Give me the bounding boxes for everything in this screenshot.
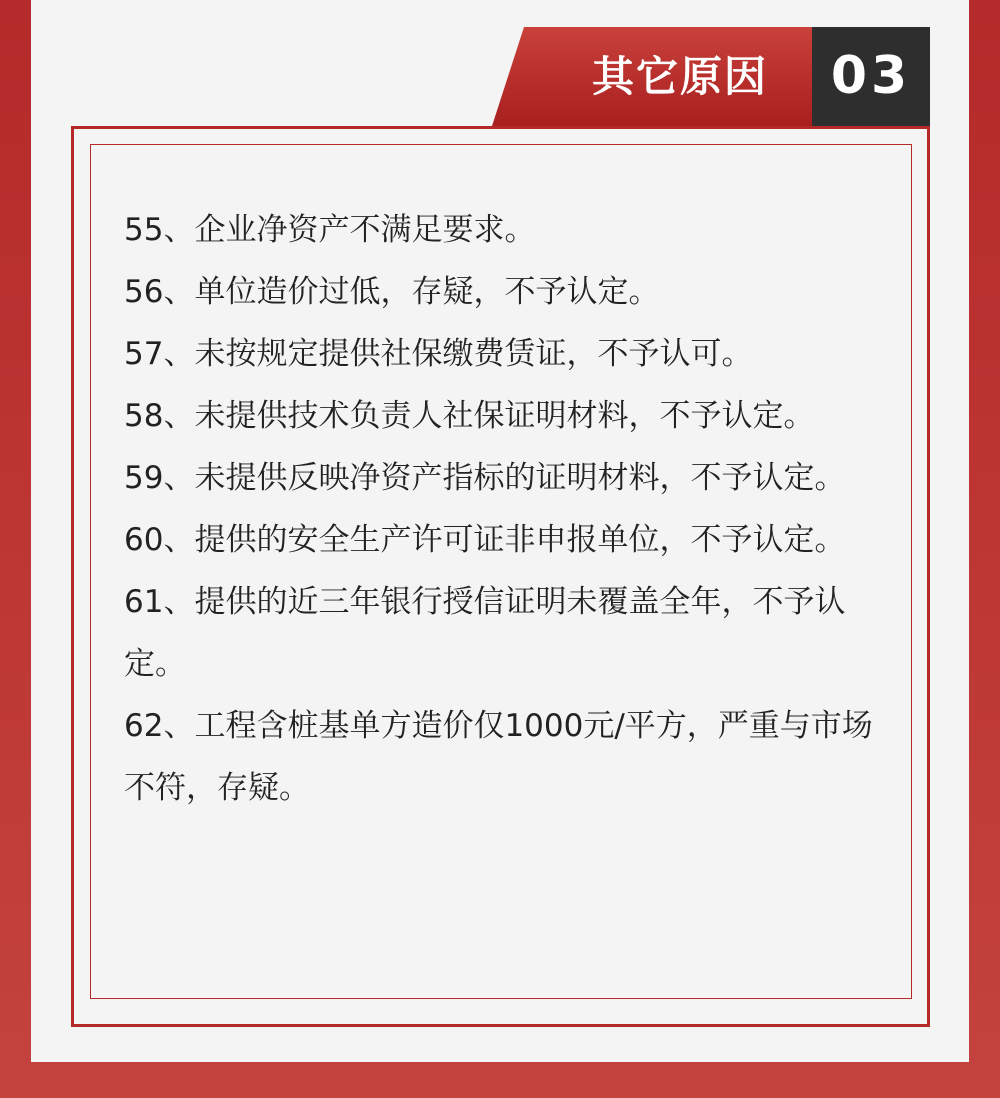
list-item: 58、未提供技术负责人社保证明材料，不予认定。 — [124, 398, 815, 434]
reason-list — [124, 199, 876, 819]
section-number: 03 — [812, 27, 930, 126]
list-item: 57、未按规定提供社保缴费赁证，不予认可。 — [124, 336, 753, 372]
list-item: 55、企业净资产不满足要求。 — [124, 212, 536, 248]
list-item: 62、工程含桩基单方造价仅1000元/平方，严重与市场不符，存疑。 — [124, 708, 873, 806]
list-item: 59、未提供反映净资产指标的证明材料，不予认定。 — [124, 460, 846, 496]
section-title: 其它原因 — [591, 52, 768, 101]
list-item: 60、提供的安全生产许可证非申报单位，不予认定。 — [124, 522, 846, 558]
list-item: 61、提供的近三年银行授信证明未覆盖全年，不予认定。 — [124, 584, 846, 682]
list-item: 56、单位造价过低，存疑，不予认定。 — [124, 274, 660, 310]
